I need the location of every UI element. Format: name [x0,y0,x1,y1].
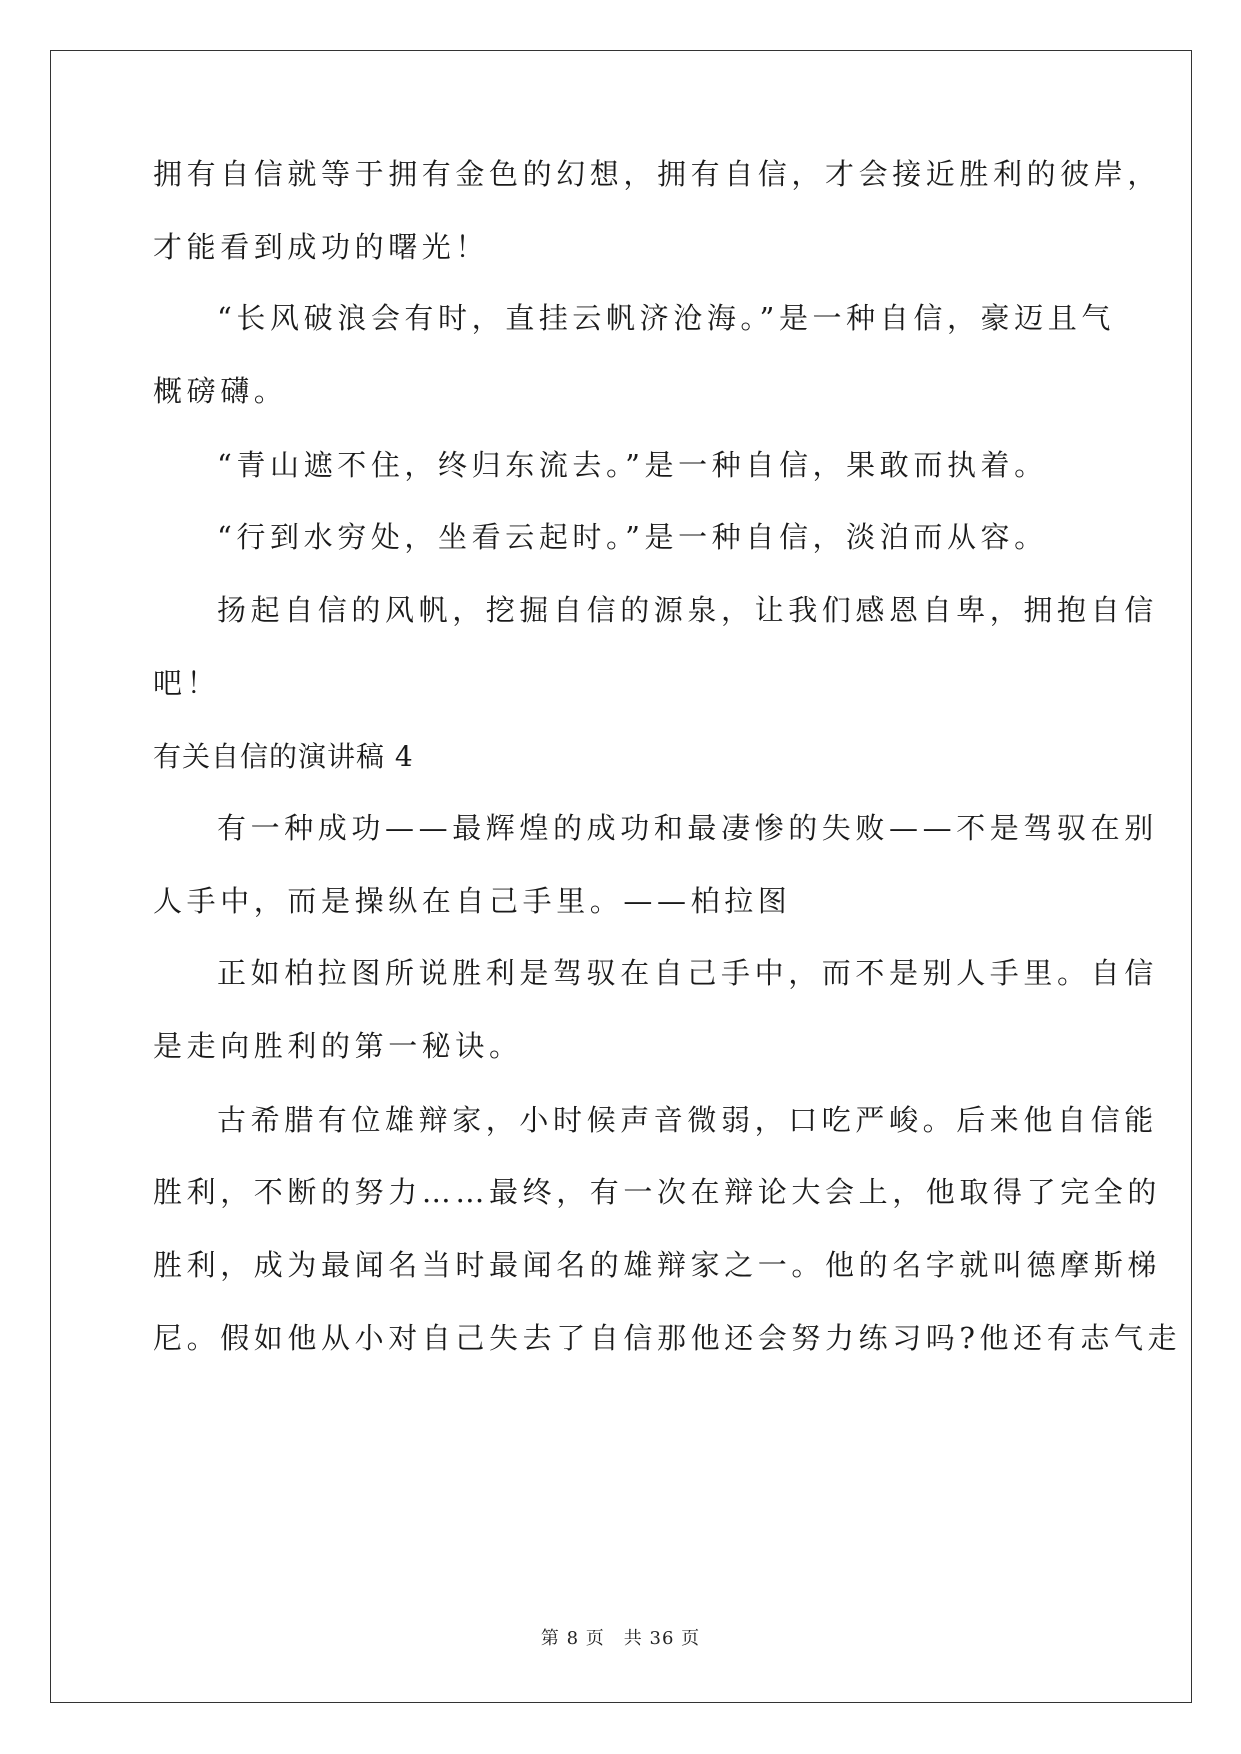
paragraph-6-line-2: 人手中，而是操纵在自己手里。——柏拉图 [153,884,792,918]
section-heading: 有关自信的演讲稿 4 [153,740,414,773]
paragraph-7-line-2: 是走向胜利的第一秘诀。 [153,1029,523,1063]
paragraph-2-line-2: 概磅礴。 [153,374,288,408]
paragraph-8-line-1: 古希腊有位雄辩家，小时候声音微弱，口吃严峻。后来他自信能 [217,1103,1158,1137]
paragraph-3-line-1: “青山遮不住，终归东流去。”是一种自信，果敢而执着。 [217,448,1048,482]
paragraph-5-line-2: 吧！ [153,666,221,700]
paragraph-5-line-1: 扬起自信的风帆，挖掘自信的源泉，让我们感恩自卑，拥抱自信 [217,593,1158,627]
paragraph-4-line-1: “行到水穷处，坐看云起时。”是一种自信，淡泊而从容。 [217,520,1048,554]
paragraph-1-line-1: 拥有自信就等于拥有金色的幻想，拥有自信，才会接近胜利的彼岸， [153,157,1162,191]
paragraph-1-line-2: 才能看到成功的曙光！ [153,230,490,264]
paragraph-8-line-3: 胜利，成为最闻名当时最闻名的雄辩家之一。他的名字就叫德摩斯梯 [153,1248,1162,1282]
paragraph-7-line-1: 正如柏拉图所说胜利是驾驭在自己手中，而不是别人手里。自信 [217,956,1158,990]
paragraph-2-line-1: “长风破浪会有时，直挂云帆济沧海。”是一种自信，豪迈且气 [217,301,1115,335]
paragraph-8-line-2: 胜利，不断的努力……最终，有一次在辩论大会上，他取得了完全的 [153,1175,1162,1209]
page-number-footer: 第 8 页 共 36 页 [540,1628,701,1649]
paragraph-6-line-1: 有一种成功——最辉煌的成功和最凄惨的失败——不是驾驭在别 [217,811,1158,845]
paragraph-8-line-4: 尼。假如他从小对自己失去了自信那他还会努力练习吗?他还有志气走 [153,1321,1182,1355]
